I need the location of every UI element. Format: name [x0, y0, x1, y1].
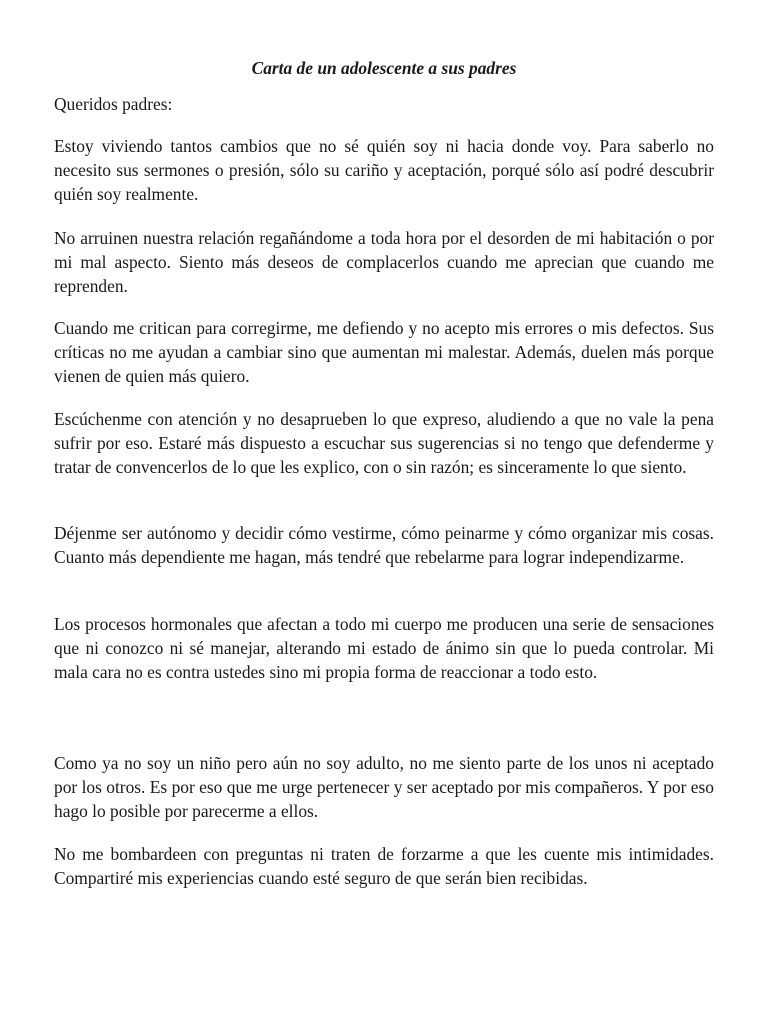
paragraph-1: Estoy viviendo tantos cambios que no sé quién soy ni hacia donde voy. Para saberlo no necesito sus sermones o presión, sólo su cariño y aceptación, porqué sólo así podré descubrir quién soy realmente.	[54, 136, 714, 204]
paragraph-2: No arruinen nuestra relación regañándome a toda hora por el desorden de mi habitación o por mi mal aspecto. Siento más deseos de complacerlos cuando me aprecian que cuando me reprenden.	[54, 228, 714, 296]
paragraph-3: Cuando me critican para corregirme, me defiendo y no acepto mis errores o mis defectos. Sus críticas no me ayudan a cambiar sino que aumentan mi malestar. Además, duelen más porque vienen de quien más quiero.	[54, 318, 714, 386]
paragraph-4: Escúchenme con atención y no desaprueben lo que expreso, aludiendo a que no vale la pena sufrir por eso. Estaré más dispuesto a escuchar sus sugerencias si no tengo que defenderme y tratar de convencerlos de lo que les explico, con o sin razón; es sinceramente lo que siento.	[54, 409, 714, 477]
paragraph-5: Déjenme ser autónomo y decidir cómo vestirme, cómo peinarme y cómo organizar mis cosas. Cuanto más dependiente me hagan, más tendré que rebelarme para lograr independizarme.	[54, 523, 714, 567]
document-title: Carta de un adolescente a sus padres	[251, 58, 517, 78]
paragraph-7: Como ya no soy un niño pero aún no soy adulto, no me siento parte de los unos ni aceptado por los otros. Es por eso que me urge pertenecer y ser aceptado por mis compañeros. Y por eso hago lo posible por parecerme a ellos.	[54, 753, 714, 821]
paragraph-8: No me bombardeen con preguntas ni traten de forzarme a que les cuente mis intimidades. Compartiré mis experiencias cuando esté seguro de que serán bien recibidas.	[54, 844, 714, 888]
paragraph-6: Los procesos hormonales que afectan a todo mi cuerpo me producen una serie de sensaciones que ni conozco ni sé manejar, alterando mi estado de ánimo sin que lo pueda controlar. Mi mala cara no es contra ustedes sino mi propia forma de reaccionar a todo esto.	[54, 614, 714, 682]
salutation: Queridos padres:	[54, 94, 173, 114]
